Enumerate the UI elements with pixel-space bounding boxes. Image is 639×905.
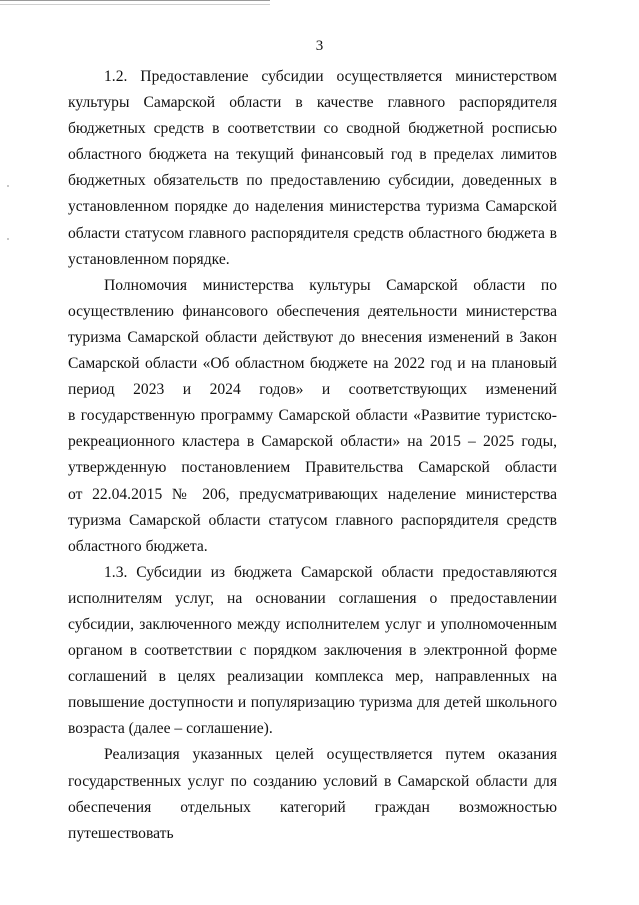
paragraph-line: Самарской области «Об областном бюджете на 2022 год и на плановый (68, 355, 557, 373)
paragraph-line: утвержденную постановлением Правительства Самарской области (68, 459, 557, 477)
document-body (68, 64, 557, 847)
paragraph-line: туризма Самарской области действуют до внесения изменений в Закон (68, 328, 557, 346)
paragraph-line: установленном порядке. (68, 250, 230, 268)
paragraph-line: осуществлению финансового обеспечения деятельности министерства (68, 302, 557, 320)
scan-speck (7, 185, 9, 187)
paragraph-line: рекреационного кластера в Самарской области» на 2015 – 2025 годы, (68, 433, 557, 451)
paragraph-line: обеспечения отдельных категорий граждан возможностью путешествовать (68, 798, 557, 842)
paragraph-line: Реализация указанных целей осуществляется путем оказания (104, 746, 557, 764)
paragraph-line: соглашений в целях реализации комплекса мер, направленных на (68, 668, 557, 686)
paragraph-line: государственных услуг по созданию условий в Самарской области для (68, 772, 557, 790)
paragraph-line: бюджетных средств в соответствии со сводной бюджетной росписью (68, 120, 557, 138)
scan-speck (7, 238, 9, 240)
page-number: 3 (315, 38, 324, 54)
paragraph-line: туризма Самарской области статусом главного распорядителя средств (68, 511, 557, 529)
paragraph-line: областного бюджета. (68, 537, 208, 555)
paragraph-line: 1.2. Предоставление субсидии осуществляется министерством (104, 68, 557, 85)
paragraph-line: возраста (далее – соглашение). (68, 720, 273, 738)
paragraph-line: области статусом главного распорядителя средств областного бюджета в (68, 224, 557, 242)
paragraph-line: Полномочия министерства культуры Самарской области по (104, 276, 557, 294)
paragraph-line: культуры Самарской области в качестве главного распорядителя (68, 94, 557, 112)
paragraph-line: повышение доступности и популяризацию туризма для детей школьного (68, 694, 557, 712)
paragraph-line: период 2023 и 2024 годов» и соответствующих изменений (68, 381, 557, 399)
paragraph-line: в государственную программу Самарской области «Развитие туристско- (68, 407, 557, 425)
paragraph-line: исполнителям услуг, на основании соглашения о предоставлении (68, 589, 557, 607)
paragraph-line: установленном порядке до наделения министерства туризма Самарской (68, 198, 557, 216)
paragraph-line: областного бюджета на текущий финансовый год в пределах лимитов (68, 146, 557, 164)
paragraph-line: от 22.04.2015 № 206, предусматривающих наделение министерства (68, 485, 557, 503)
paragraph-line: органом в соответствии с порядком заключения в электронной форме (68, 642, 557, 660)
paragraph-line: бюджетных обязательств по предоставлению субсидии, доведенных в (68, 172, 557, 190)
paragraph-line: 1.3. Субсидии из бюджета Самарской области предоставляются (104, 563, 557, 581)
paragraph-line: субсидии, заключенного между исполнителем услуг и уполномоченным (68, 615, 557, 633)
scan-edge-mark (0, 0, 270, 5)
